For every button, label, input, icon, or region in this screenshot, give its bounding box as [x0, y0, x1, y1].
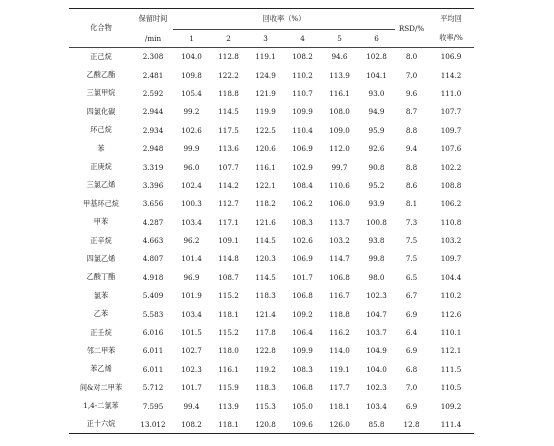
average-recovery-cell: 109.7 [440, 125, 462, 135]
rsd-cell: 7.0 [405, 70, 418, 80]
recovery-run-1-cell: 96.2 [183, 236, 200, 246]
recovery-run-4-cell: 101.7 [292, 272, 313, 282]
recovery-run-1-cell: 99.4 [183, 401, 200, 411]
retention-time-cell: 4.287 [142, 217, 164, 227]
compound-name-cell: 苯 [97, 143, 105, 153]
recovery-run-2-cell: 118.8 [218, 88, 239, 98]
recovery-run-4-cell: 108.2 [292, 52, 313, 62]
recovery-table-container [69, 8, 474, 434]
table-row [69, 84, 474, 102]
compound-name-cell: 正庚烷 [90, 162, 112, 172]
recovery-run-2-cell: 117.1 [218, 217, 239, 227]
recovery-run-2-cell: 113.6 [218, 144, 239, 154]
retention-time-cell: 4.807 [142, 254, 164, 264]
recovery-run-2-cell: 115.2 [218, 291, 239, 301]
recovery-run-4-cell: 106.8 [292, 291, 313, 301]
rsd-cell: 6.9 [405, 401, 418, 411]
recovery-run-6-cell: 95.9 [368, 125, 385, 135]
recovery-run-2-cell: 114.2 [218, 180, 239, 190]
recovery-run-4-cell: 110.2 [292, 70, 313, 80]
recovery-run-6-cell: 102.3 [366, 291, 387, 301]
average-recovery-cell: 107.7 [440, 107, 462, 117]
average-recovery-cell: 109.2 [440, 401, 462, 411]
recovery-run-1-cell: 103.4 [181, 309, 202, 319]
retention-time-cell: 3.396 [142, 180, 164, 190]
rsd-cell: 8.0 [405, 52, 418, 62]
recovery-run-4-cell: 109.2 [292, 309, 313, 319]
recovery-run-5-cell: 108.0 [329, 107, 350, 117]
average-recovery-cell: 110.2 [440, 291, 462, 301]
rsd-cell: 7.5 [405, 254, 418, 264]
recovery-run-1-cell: 101.9 [181, 291, 202, 301]
recovery-run-1-cell: 109.8 [181, 70, 202, 80]
table-row [69, 268, 474, 286]
table-row [69, 415, 474, 433]
recovery-run-5-cell: 113.7 [329, 217, 350, 227]
compound-name-cell: 正壬烷 [90, 327, 112, 337]
recovery-run-2-cell: 107.7 [218, 162, 239, 172]
rsd-cell: 9.6 [405, 88, 418, 98]
recovery-run-6-cell: 93.0 [368, 88, 385, 98]
recovery-run-5-cell: 113.9 [329, 70, 350, 80]
header-compound: 化合物 [69, 9, 133, 48]
recovery-run-2-cell: 122.2 [218, 70, 239, 80]
rsd-cell: 6.9 [405, 346, 418, 356]
recovery-run-5-cell: 103.2 [329, 236, 350, 246]
recovery-run-5-cell: 110.6 [329, 180, 350, 190]
retention-time-cell: 5.583 [142, 309, 164, 319]
recovery-run-3-cell: 114.5 [255, 272, 276, 282]
compound-name-cell: 1,4-二氯苯 [83, 401, 119, 411]
recovery-run-5-cell: 118.1 [329, 401, 350, 411]
recovery-run-2-cell: 115.2 [218, 328, 239, 338]
recovery-run-4-cell: 110.4 [292, 125, 313, 135]
retention-time-cell: 3.319 [142, 162, 164, 172]
table-row [69, 231, 474, 249]
recovery-run-5-cell: 112.0 [329, 144, 350, 154]
retention-time-cell: 5.409 [142, 291, 164, 301]
rsd-cell: 6.5 [405, 272, 418, 282]
recovery-run-2-cell: 117.5 [218, 125, 239, 135]
recovery-run-5-cell: 116.2 [329, 328, 350, 338]
recovery-run-4-cell: 106.4 [292, 328, 313, 338]
recovery-run-6-cell: 104.9 [366, 346, 387, 356]
compound-name-cell: 正辛烷 [90, 235, 112, 245]
table-row [69, 305, 474, 323]
header-recovery-group: 回收率（%） [173, 9, 395, 30]
header-run-2: 2 [210, 30, 247, 48]
recovery-run-6-cell: 104.1 [366, 70, 387, 80]
recovery-run-3-cell: 121.6 [255, 217, 276, 227]
rsd-cell: 7.3 [405, 217, 418, 227]
rsd-cell: 8.8 [405, 125, 418, 135]
recovery-run-1-cell: 103.4 [181, 217, 202, 227]
rsd-cell: 6.7 [405, 291, 418, 301]
compound-name-cell: 四氯化碳 [86, 106, 116, 116]
retention-time-cell: 2.481 [142, 70, 164, 80]
average-recovery-cell: 111.0 [440, 88, 462, 98]
table-row [69, 323, 474, 341]
recovery-run-2-cell: 114.8 [218, 254, 239, 264]
recovery-run-5-cell: 106.8 [329, 272, 350, 282]
recovery-run-6-cell: 92.6 [368, 144, 385, 154]
compound-name-cell: 正十六烷 [69, 415, 133, 433]
header-retention-time-unit: /min [133, 30, 173, 48]
recovery-run-4-cell: 102.6 [292, 236, 313, 246]
recovery-run-4-cell: 106.2 [292, 199, 313, 209]
compound-name-cell: 正己烷 [90, 51, 112, 61]
recovery-run-6-cell: 103.4 [366, 401, 387, 411]
retention-time-cell: 2.934 [142, 125, 164, 135]
recovery-run-3-cell: 122.8 [255, 346, 276, 356]
recovery-run-3-cell: 116.1 [255, 162, 276, 172]
header-run-5: 5 [321, 30, 358, 48]
recovery-run-3-cell: 122.5 [255, 125, 276, 135]
recovery-run-2-cell: 112.8 [218, 52, 239, 62]
table-row [69, 360, 474, 378]
recovery-run-4-cell: 106.8 [292, 383, 313, 393]
recovery-run-5-cell: 126.0 [321, 415, 358, 433]
recovery-run-1-cell: 96.9 [183, 272, 200, 282]
recovery-run-1-cell: 101.4 [181, 254, 202, 264]
average-recovery-cell: 106.9 [440, 52, 462, 62]
recovery-run-6-cell: 98.0 [368, 272, 385, 282]
recovery-run-1-cell: 104.0 [181, 52, 202, 62]
recovery-run-2-cell: 114.5 [218, 107, 239, 117]
table-row [69, 213, 474, 231]
rsd-cell: 6.8 [405, 364, 418, 374]
retention-time-cell: 2.308 [142, 52, 164, 62]
table-header [69, 9, 474, 48]
recovery-run-5-cell: 116.7 [329, 291, 350, 301]
recovery-run-3-cell: 118.3 [255, 383, 276, 393]
retention-time-cell: 3.656 [142, 199, 164, 209]
recovery-run-4-cell: 109.9 [292, 346, 313, 356]
table-row [69, 176, 474, 194]
compound-name-cell: 间&对二甲苯 [79, 382, 123, 392]
average-recovery-cell: 112.1 [440, 346, 462, 356]
recovery-run-2-cell: 116.1 [218, 364, 239, 374]
retention-time-cell: 2.944 [142, 107, 164, 117]
table-row [69, 250, 474, 268]
recovery-run-6-cell: 100.8 [366, 217, 387, 227]
recovery-run-1-cell: 102.4 [181, 180, 202, 190]
recovery-run-4-cell: 109.6 [284, 415, 321, 433]
table-row [69, 121, 474, 139]
table-row [69, 379, 474, 397]
rsd-cell: 12.8 [395, 415, 428, 433]
average-recovery-cell: 112.6 [440, 309, 462, 319]
average-recovery-cell: 111.5 [440, 364, 462, 374]
rsd-cell: 8.1 [405, 199, 418, 209]
retention-time-cell: 4.918 [142, 272, 164, 282]
recovery-run-3-cell: 115.3 [255, 401, 276, 411]
recovery-run-4-cell: 108.4 [292, 180, 313, 190]
recovery-run-3-cell: 121.4 [255, 309, 276, 319]
table-row [69, 158, 474, 176]
recovery-run-4-cell: 102.9 [292, 162, 313, 172]
average-recovery-cell: 109.7 [440, 254, 462, 264]
table-row [69, 397, 474, 415]
recovery-run-3-cell: 119.2 [255, 364, 276, 374]
recovery-run-2-cell: 112.7 [218, 199, 239, 209]
recovery-run-3-cell: 120.8 [247, 415, 284, 433]
compound-name-cell: 三氯甲烷 [86, 88, 116, 98]
average-recovery-cell: 114.2 [440, 70, 462, 80]
recovery-run-5-cell: 114.7 [329, 254, 350, 264]
compound-name-cell: 苯乙烯 [90, 364, 112, 374]
header-run-6: 6 [358, 30, 395, 48]
recovery-run-1-cell: 102.7 [181, 346, 202, 356]
recovery-run-5-cell: 99.7 [331, 162, 348, 172]
recovery-run-3-cell: 119.1 [255, 52, 276, 62]
table-row [69, 103, 474, 121]
recovery-run-3-cell: 118.3 [255, 291, 276, 301]
retention-time-cell: 2.948 [142, 144, 164, 154]
recovery-run-3-cell: 117.8 [255, 328, 276, 338]
recovery-run-4-cell: 105.0 [292, 401, 313, 411]
rsd-cell: 8.8 [405, 162, 418, 172]
compound-name-cell: 环己烷 [90, 125, 112, 135]
recovery-run-3-cell: 119.9 [255, 107, 276, 117]
recovery-run-1-cell: 99.9 [183, 144, 200, 154]
rsd-cell: 8.6 [405, 180, 418, 190]
recovery-run-6-cell: 99.8 [368, 254, 385, 264]
average-recovery-cell: 110.5 [440, 383, 462, 393]
header-retention-time: 保留时间 [133, 9, 173, 30]
rsd-cell: 7.5 [405, 236, 418, 246]
table-row [69, 195, 474, 213]
recovery-run-3-cell: 122.1 [255, 180, 276, 190]
recovery-run-6-cell: 85.8 [358, 415, 395, 433]
recovery-run-6-cell: 93.9 [368, 199, 385, 209]
recovery-run-2-cell: 118.0 [218, 346, 239, 356]
retention-time-cell: 4.663 [142, 236, 164, 246]
compound-name-cell: 甲基环己烷 [83, 198, 119, 208]
rsd-cell: 8.7 [405, 107, 418, 117]
recovery-run-1-cell: 101.7 [181, 383, 202, 393]
recovery-run-2-cell: 115.9 [218, 383, 239, 393]
recovery-run-1-cell: 101.5 [181, 328, 202, 338]
table-row [69, 66, 474, 84]
header-run-4: 4 [284, 30, 321, 48]
recovery-run-6-cell: 104.0 [366, 364, 387, 374]
retention-time-cell: 6.011 [142, 364, 164, 374]
compound-name-cell: 邻二甲苯 [86, 345, 116, 355]
recovery-run-2-cell: 109.1 [218, 236, 239, 246]
recovery-run-1-cell: 105.4 [181, 88, 202, 98]
compound-name-cell: 乙酸丁酯 [86, 272, 116, 282]
recovery-run-1-cell: 96.0 [183, 162, 200, 172]
rsd-cell: 9.4 [405, 144, 418, 154]
recovery-run-4-cell: 108.3 [292, 217, 313, 227]
recovery-run-2-cell: 118.1 [218, 309, 239, 319]
recovery-run-1-cell: 102.3 [181, 364, 202, 374]
recovery-run-4-cell: 106.9 [292, 254, 313, 264]
retention-time-cell: 7.595 [142, 401, 164, 411]
average-recovery-cell: 111.4 [428, 415, 474, 433]
recovery-run-5-cell: 114.0 [329, 346, 350, 356]
recovery-run-4-cell: 108.3 [292, 364, 313, 374]
retention-time-cell: 6.011 [142, 346, 164, 356]
table-row [69, 139, 474, 157]
recovery-run-6-cell: 102.8 [366, 52, 387, 62]
rsd-cell: 6.4 [405, 328, 418, 338]
recovery-run-5-cell: 106.0 [329, 199, 350, 209]
average-recovery-cell: 106.2 [440, 199, 462, 209]
recovery-run-5-cell: 118.8 [329, 309, 350, 319]
average-recovery-cell: 102.2 [440, 162, 462, 172]
recovery-run-3-cell: 120.3 [255, 254, 276, 264]
average-recovery-cell: 107.6 [440, 144, 462, 154]
recovery-run-3-cell: 120.6 [255, 144, 276, 154]
header-rsd: RSD/% [395, 9, 428, 48]
table-row [69, 342, 474, 360]
recovery-run-1-cell: 100.3 [181, 199, 202, 209]
recovery-run-5-cell: 94.6 [331, 52, 348, 62]
recovery-run-6-cell: 93.8 [368, 236, 385, 246]
header-average-recovery: 平均回 [428, 9, 474, 30]
recovery-run-6-cell: 102.3 [366, 383, 387, 393]
recovery-run-6-cell: 104.7 [366, 309, 387, 319]
recovery-run-1-cell: 102.6 [181, 125, 202, 135]
recovery-run-2-cell: 113.9 [218, 401, 239, 411]
table-body [69, 48, 474, 434]
recovery-run-2-cell: 118.1 [210, 415, 247, 433]
recovery-run-3-cell: 114.5 [255, 236, 276, 246]
recovery-run-6-cell: 95.2 [368, 180, 385, 190]
table-row [69, 287, 474, 305]
compound-name-cell: 乙苯 [93, 309, 109, 319]
compound-name-cell: 乙酸乙酯 [86, 70, 116, 80]
recovery-table [69, 8, 474, 434]
recovery-run-5-cell: 117.7 [329, 383, 350, 393]
recovery-run-4-cell: 106.9 [292, 144, 313, 154]
recovery-run-4-cell: 109.9 [292, 107, 313, 117]
recovery-run-4-cell: 110.7 [292, 88, 313, 98]
recovery-run-6-cell: 94.9 [368, 107, 385, 117]
recovery-run-6-cell: 90.8 [368, 162, 385, 172]
recovery-run-3-cell: 121.9 [255, 88, 276, 98]
table-row [69, 48, 474, 66]
recovery-run-5-cell: 119.1 [329, 364, 350, 374]
recovery-run-6-cell: 103.7 [366, 328, 387, 338]
header-average-recovery-unit: 收率/% [428, 30, 474, 48]
recovery-run-1-cell: 108.2 [173, 415, 210, 433]
compound-name-cell: 甲苯 [93, 217, 109, 227]
average-recovery-cell: 104.4 [440, 272, 462, 282]
recovery-run-3-cell: 118.2 [255, 199, 276, 209]
rsd-cell: 7.0 [405, 383, 418, 393]
retention-time-cell: 2.592 [142, 88, 164, 98]
recovery-run-5-cell: 109.0 [329, 125, 350, 135]
retention-time-cell: 6.016 [142, 328, 164, 338]
retention-time-cell: 5.712 [142, 383, 164, 393]
compound-name-cell: 四氯乙烯 [86, 253, 116, 263]
average-recovery-cell: 110.8 [440, 217, 462, 227]
average-recovery-cell: 110.1 [440, 328, 462, 338]
recovery-run-5-cell: 116.1 [329, 88, 350, 98]
compound-name-cell: 三氯乙烯 [86, 180, 116, 190]
header-run-1: 1 [173, 30, 210, 48]
recovery-run-1-cell: 99.2 [183, 107, 200, 117]
recovery-run-2-cell: 108.7 [218, 272, 239, 282]
average-recovery-cell: 108.8 [440, 180, 462, 190]
retention-time-cell: 13.012 [133, 415, 173, 433]
average-recovery-cell: 103.2 [440, 236, 462, 246]
header-run-3: 3 [247, 30, 284, 48]
recovery-run-3-cell: 124.9 [255, 70, 276, 80]
rsd-cell: 6.9 [405, 309, 418, 319]
compound-name-cell: 氯苯 [93, 290, 109, 300]
